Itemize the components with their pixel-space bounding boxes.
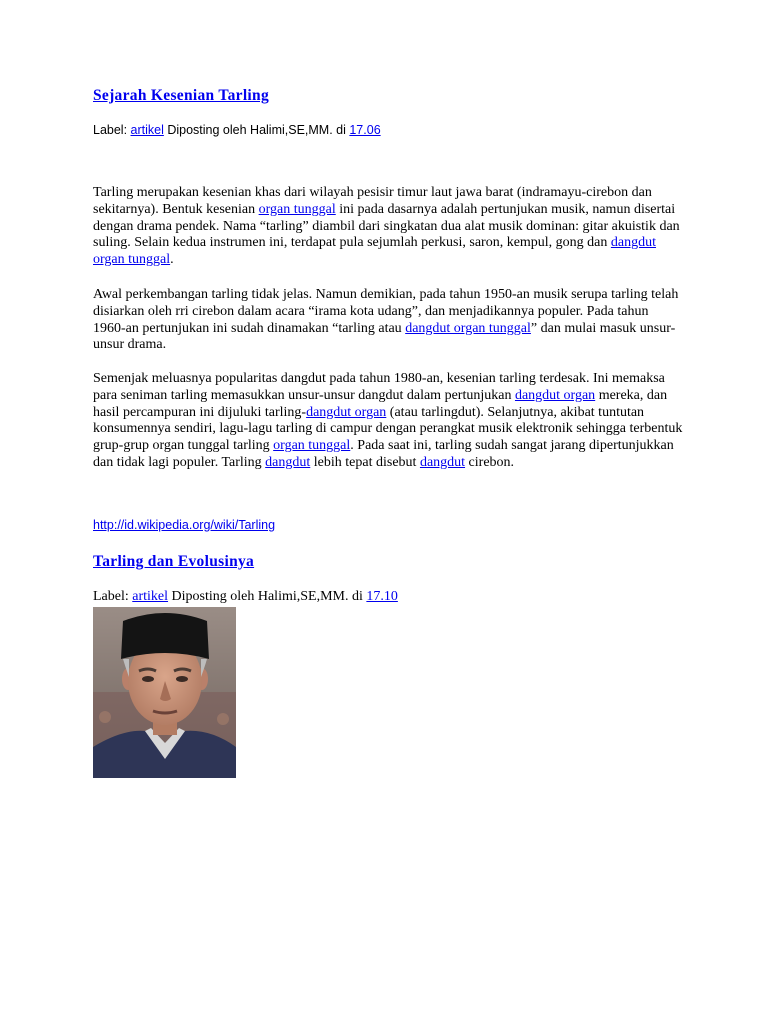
author-portrait-photo xyxy=(93,607,236,778)
paragraph-text: Tarling merupakan kesenian khas dari wilayah pesisir timur laut jawa barat (indramayu-cirebon dan sekitarnya). Bentuk kesenian xyxy=(93,185,652,217)
paragraph-text: lebih tepat disebut xyxy=(310,454,420,470)
paragraph-text: ini pada dasarnya adalah pertunjukan musik, namun disertai dengan drama pendek. Nama “tarling” diambil dari singkatan dua alat musik dominan: gitar akuistik dan suling. Selain kedua instrumen ini, terdapat pula sejumlah perkusi, saron, kempul, gong dan xyxy=(93,201,680,251)
link-dangdut[interactable]: dangdut xyxy=(419,454,466,470)
link-dangdut-organ-tunggal[interactable]: dangdut organ tunggal xyxy=(405,320,531,336)
label-link-artikel[interactable]: artikel xyxy=(130,123,164,137)
post-meta xyxy=(93,123,381,137)
paragraph-text: cirebon. xyxy=(465,454,515,470)
paragraph-text: (atau tarlingdut). Selanjutnya, akibat tuntutan konsumennya sendiri, lagu-lagu tarling di campur dengan perangkat musik elektronik sehingga terbentuk grup-grup organ tunggal tarling xyxy=(93,404,683,454)
link-dangdut-organ[interactable]: dangdut organ xyxy=(306,404,387,420)
paragraph-3 xyxy=(93,371,683,472)
link-dangdut-organ[interactable]: dangdut organ xyxy=(514,387,596,403)
wikipedia-source-link[interactable]: http://id.wikipedia.org/wiki/Tarling xyxy=(93,518,276,532)
post-title-link-2[interactable]: Tarling dan Evolusinya xyxy=(93,553,255,570)
link-organ-tunggal[interactable]: organ tunggal xyxy=(273,438,351,454)
label-link-artikel[interactable]: artikel xyxy=(132,589,169,604)
paragraph-text: . xyxy=(170,252,174,268)
label-prefix: Label: xyxy=(93,123,131,137)
paragraph-text: Awal perkembangan tarling tidak jelas. Namun demikian, pada tahun 1950-an musik serupa tarling telah disiarkan oleh rri cirebon dalam acara “irama kota udang”, dan menjadikannya populer. Pada tahun 1960-an pertunjukan ini sudah dinamakan “tarling atau xyxy=(93,287,679,336)
link-dangdut[interactable]: dangdut xyxy=(265,454,311,470)
label-prefix: Label: xyxy=(93,589,133,604)
byline: Diposting oleh Halimi,SE,MM. di xyxy=(163,123,350,137)
link-organ-tunggal[interactable]: organ tunggal xyxy=(258,201,336,217)
paragraph-text: mereka, dan hasil percampuran ini dijuluki tarling- xyxy=(93,387,668,420)
paragraph-1 xyxy=(93,185,683,269)
post-meta-2 xyxy=(93,589,398,605)
paragraph-text: ” dan mulai masuk unsur-unsur drama. xyxy=(93,320,676,353)
paragraph-2 xyxy=(93,287,683,354)
paragraph-text: . Pada saat ini, tarling sudah sangat jarang dipertunjukkan dan tidak lagi populer. Tarling xyxy=(93,438,674,470)
post-time-link[interactable]: 17.10 xyxy=(366,589,398,604)
portrait-illustration xyxy=(93,607,236,778)
post-title-link[interactable]: Sejarah Kesenian Tarling xyxy=(93,87,270,104)
paragraph-text: Semenjak meluasnya popularitas dangdut pada tahun 1980-an, kesenian tarling terdesak. Ini memaksa para seniman tarling memasukkan unsur-unsur dangdut dalam pertunjukan xyxy=(93,371,665,403)
link-dangdut-organ-tunggal[interactable]: dangdut organ tunggal xyxy=(93,235,657,268)
post-time-link[interactable]: 17.06 xyxy=(349,123,381,137)
byline: Diposting oleh Halimi,SE,MM. di xyxy=(168,589,367,604)
